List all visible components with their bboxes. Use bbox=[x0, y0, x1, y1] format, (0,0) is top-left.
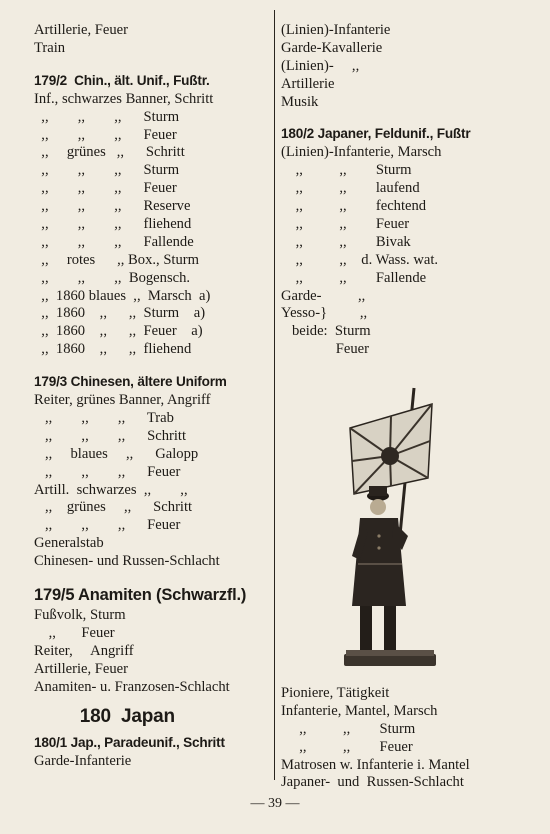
catalog-entry-line: ,, ,, Feuer bbox=[281, 216, 410, 233]
catalog-entry-line: ,, grünes ,, Schritt bbox=[34, 144, 185, 161]
catalog-entry-line: Generalstab bbox=[34, 535, 104, 552]
section-heading: 179/2 Chin., ält. Unif., Fußtr. bbox=[34, 72, 210, 88]
catalog-entry-line: Artillerie bbox=[281, 75, 335, 92]
section-heading: 180/1 Jap., Paradeunif., Schritt bbox=[34, 734, 225, 750]
catalog-entry-line: ,, ,, Sturm bbox=[281, 720, 416, 737]
catalog-entry-line: ,, ,, Feuer bbox=[281, 738, 413, 755]
catalog-entry-line: beide: Sturm bbox=[281, 323, 371, 340]
catalog-entry-line: Artillerie, Feuer bbox=[34, 660, 129, 677]
catalog-entry-line: Garde-Kavallerie bbox=[281, 39, 383, 56]
chapter-heading: 180 Japan bbox=[34, 705, 175, 727]
catalog-entry-line: ,, ,, ,, Sturm bbox=[34, 108, 180, 125]
right-column-top bbox=[281, 22, 521, 359]
catalog-entry-line: Japaner- und Russen-Schlacht bbox=[281, 774, 464, 791]
catalog-entry-line: ,, ,, ,, Feuer bbox=[34, 180, 177, 197]
catalog-entry-line: Reiter, Angriff bbox=[34, 642, 134, 659]
catalog-entry-line: ,, 1860 ,, ,, fliehend bbox=[34, 341, 192, 358]
catalog-entry-line: ,, ,, d. Wass. wat. bbox=[281, 251, 439, 268]
catalog-entry-line: ,, 1860 blaues ,, Marsch a) bbox=[34, 287, 211, 304]
catalog-entry-line: Infanterie, Mantel, Marsch bbox=[281, 702, 438, 719]
catalog-entry-line: ,, ,, ,, Schritt bbox=[34, 427, 187, 444]
section-heading: 179/5 Anamiten (Schwarzfl.) bbox=[34, 586, 247, 605]
catalog-entry-line: ,, ,, Fallende bbox=[281, 269, 427, 286]
japanese-flag-bearer-figure-icon bbox=[336, 386, 446, 670]
catalog-entry-line: Artillerie, Feuer bbox=[34, 22, 129, 38]
catalog-entry-line: ,, ,, laufend bbox=[281, 180, 420, 197]
catalog-entry-line: Feuer bbox=[281, 341, 369, 358]
catalog-entry-line: ,, rotes ,, Box., Sturm bbox=[34, 251, 199, 268]
catalog-entry-line: Matrosen w. Infanterie i. Mantel bbox=[281, 756, 470, 773]
catalog-entry-line: Chinesen- und Russen-Schlacht bbox=[34, 553, 220, 570]
catalog-entry-line: ,, ,, Bivak bbox=[281, 233, 411, 250]
catalog-entry-line: ,, ,, ,, fliehend bbox=[34, 216, 192, 233]
catalog-entry-line: ,, ,, ,, Feuer bbox=[34, 463, 181, 480]
catalog-entry-line: ,, ,, ,, Bogensch. bbox=[34, 269, 191, 286]
catalog-entry-line: Artill. schwarzes ,, ,, bbox=[34, 481, 188, 498]
catalog-entry-line: Yesso-} ,, bbox=[281, 305, 368, 322]
catalog-entry-line: ,, ,, ,, Feuer bbox=[34, 517, 181, 534]
catalog-entry-line: ,, ,, ,, Reserve bbox=[34, 198, 191, 215]
catalog-entry-line: ,, 1860 ,, ,, Sturm a) bbox=[34, 305, 206, 322]
column-divider bbox=[274, 10, 275, 780]
page-number: — 39 — bbox=[250, 796, 300, 811]
section-heading: 179/3 Chinesen, ältere Uniform bbox=[34, 374, 227, 390]
catalog-entry-line: ,, grünes ,, Schritt bbox=[34, 499, 193, 516]
catalog-entry-line: Garde- ,, bbox=[281, 287, 366, 304]
catalog-entry-line: (Linien)-Infanterie bbox=[281, 22, 391, 38]
right-column-bottom bbox=[281, 685, 521, 792]
catalog-entry-line: ,, ,, ,, Sturm bbox=[34, 162, 180, 179]
catalog-entry-line: ,, ,, ,, Feuer bbox=[34, 126, 177, 143]
catalog-entry-line: ,, ,, ,, Trab bbox=[34, 410, 174, 427]
catalog-entry-line: Reiter, grünes Banner, Angriff bbox=[34, 392, 211, 409]
catalog-entry-line: (Linien)-Infanterie, Marsch bbox=[281, 144, 442, 161]
catalog-entry-line: ,, ,, ,, Fallende bbox=[34, 233, 194, 250]
catalog-entry-line: Anamiten- u. Franzosen-Schlacht bbox=[34, 678, 230, 695]
catalog-entry-line: Train bbox=[34, 39, 66, 56]
catalog-entry-line: Garde-Infanterie bbox=[34, 752, 132, 769]
catalog-entry-line: Musik bbox=[281, 93, 319, 110]
catalog-entry-line: ,, ,, Sturm bbox=[281, 162, 412, 179]
catalog-entry-line: (Linien)- ,, bbox=[281, 57, 360, 74]
catalog-entry-line: Inf., schwarzes Banner, Schritt bbox=[34, 90, 214, 107]
catalog-entry-line: ,, 1860 ,, ,, Feuer a) bbox=[34, 323, 203, 340]
catalog-entry-line: Pioniere, Tätigkeit bbox=[281, 685, 390, 701]
catalog-entry-line: ,, ,, fechtend bbox=[281, 198, 427, 215]
section-heading: 180/2 Japaner, Feldunif., Fußtr bbox=[281, 126, 471, 142]
left-column bbox=[34, 22, 268, 770]
catalog-entry-line: Fußvolk, Sturm bbox=[34, 607, 126, 624]
catalog-entry-line: ,, Feuer bbox=[34, 624, 115, 641]
catalog-entry-line: ,, blaues ,, Galopp bbox=[34, 445, 199, 462]
